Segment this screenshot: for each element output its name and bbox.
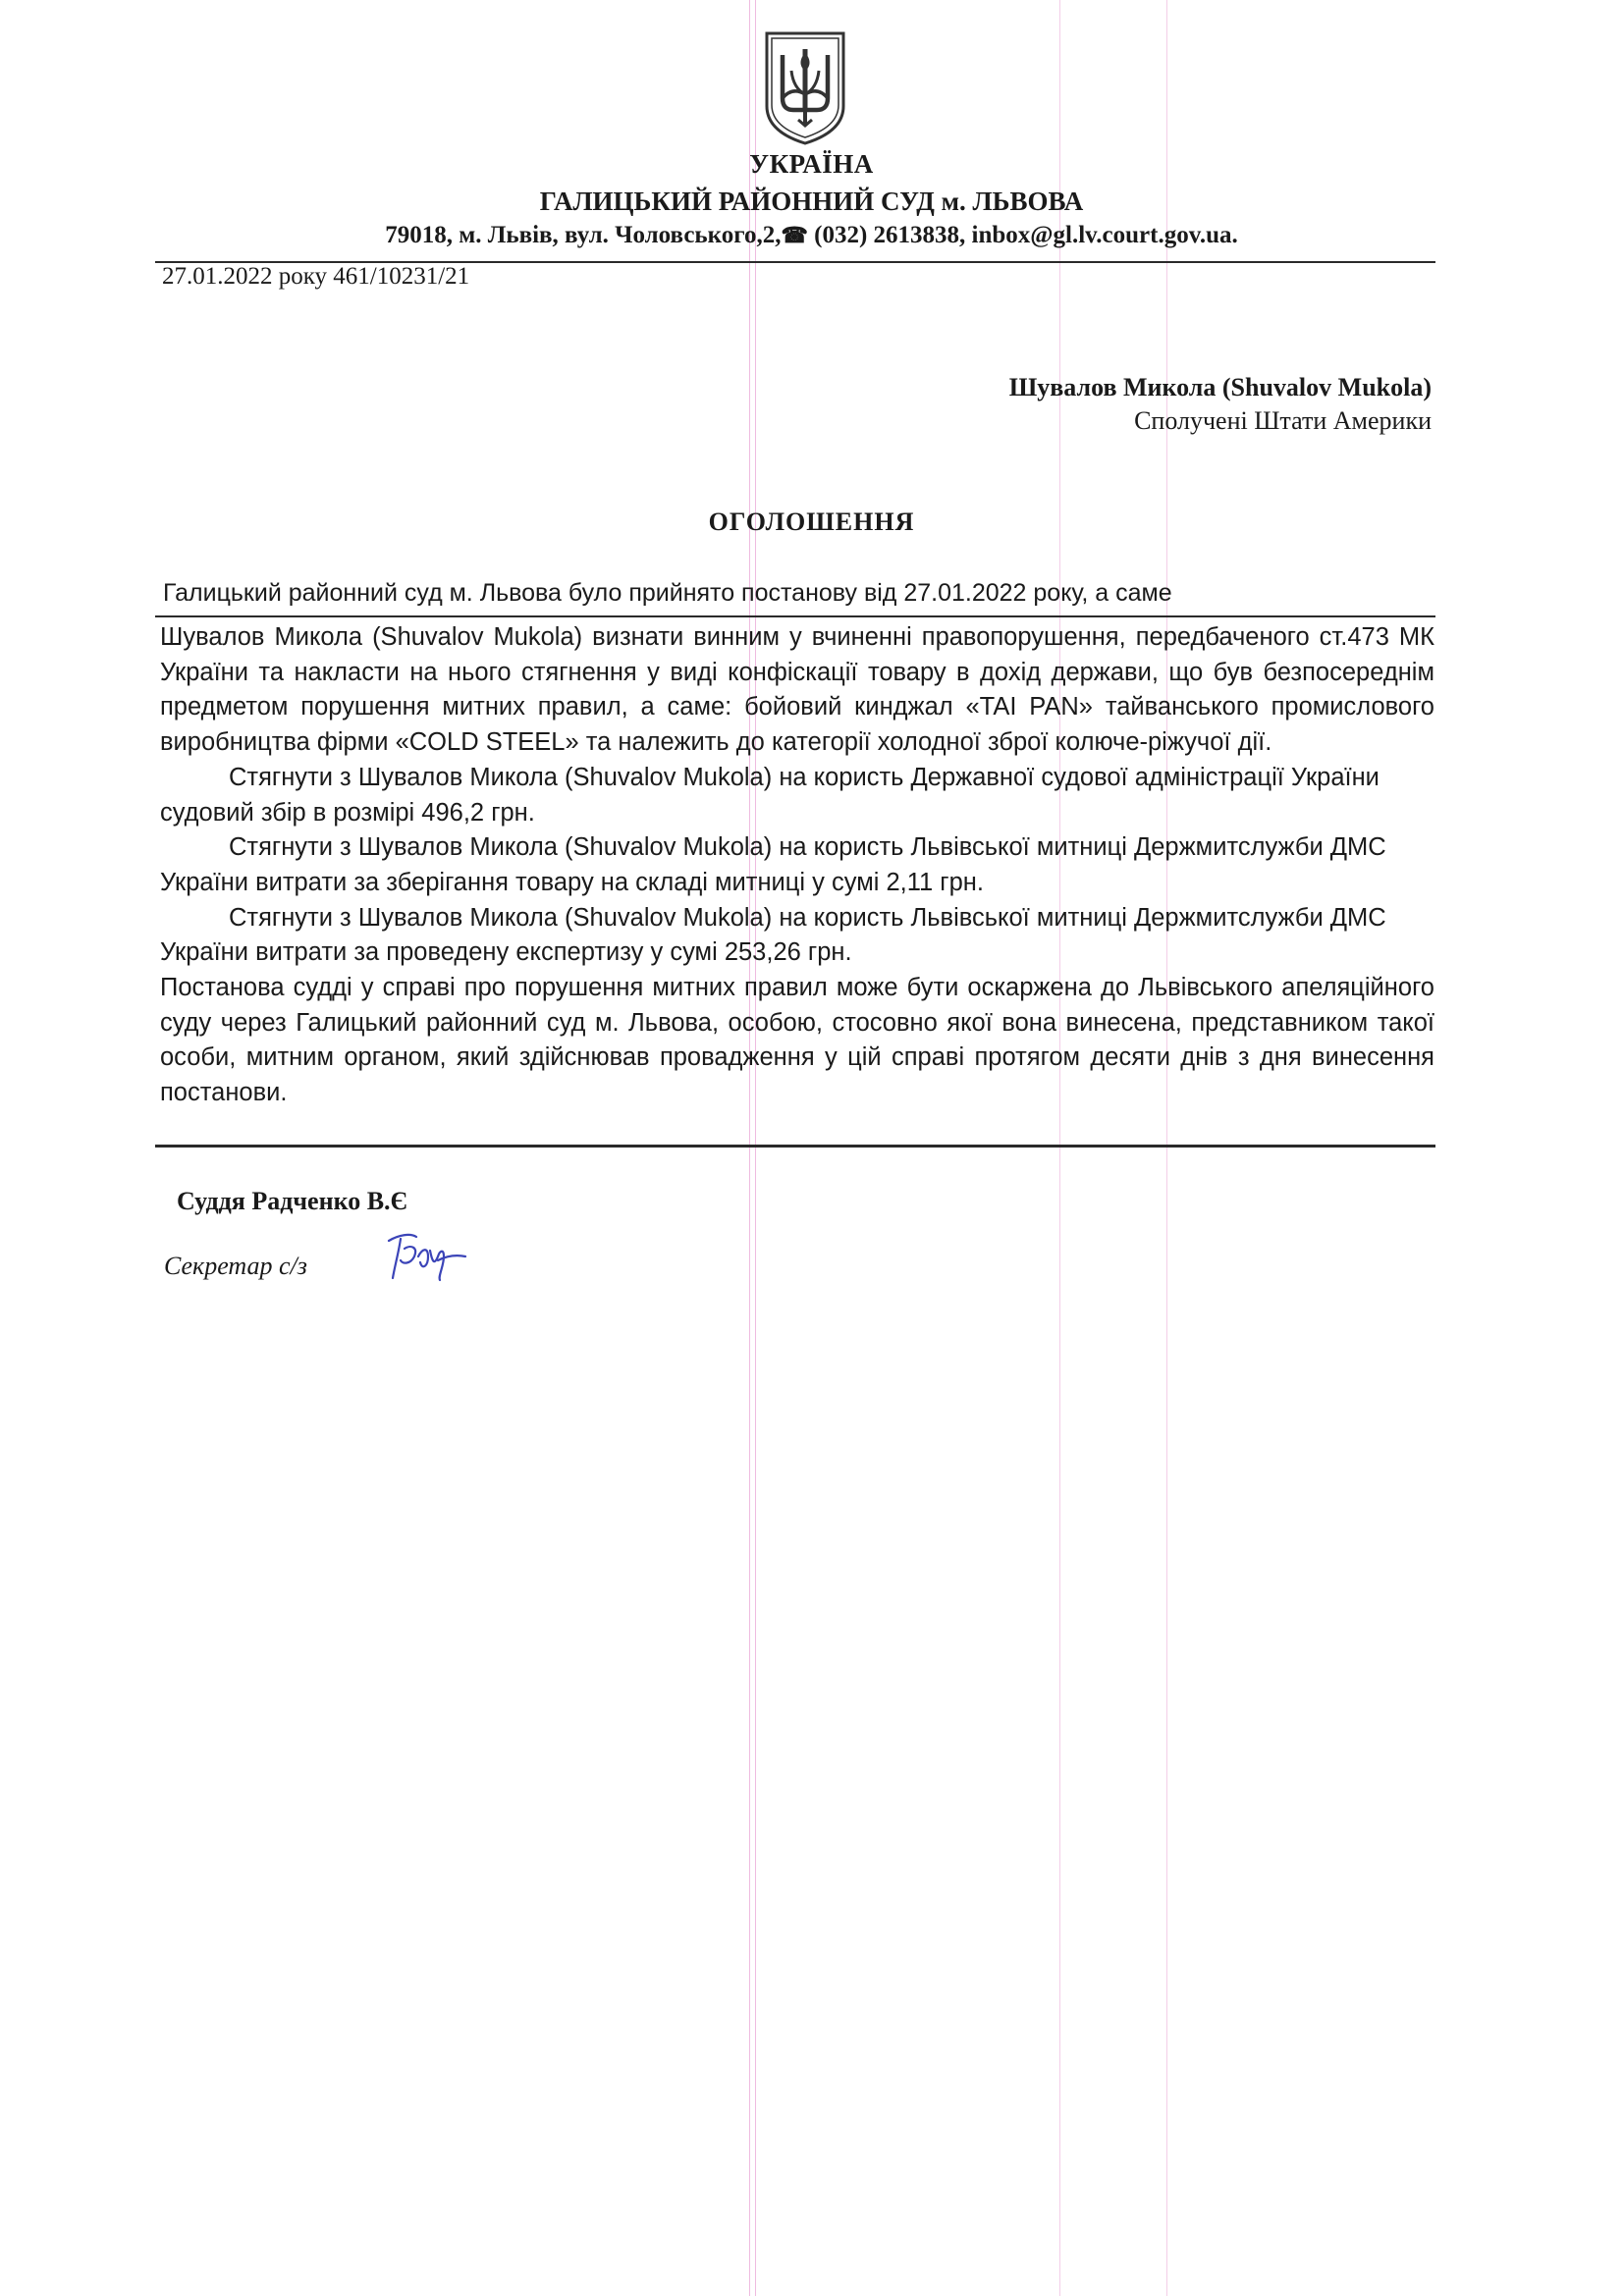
intro-line: Галицький районний суд м. Львова було прийнято постанову від 27.01.2022 року, а саме [163,579,1172,607]
court-phone: (032) 2613838 [814,222,960,248]
scan-artifact-line [749,0,750,2296]
court-email: , inbox@gl.lv.court.gov.ua. [959,222,1238,248]
document-title: ОГОЛОШЕННЯ [708,507,915,536]
decision-paragraph: Шувалов Микола (Shuvalov Mukola) визнати винним у вчиненні правопорушення, передбаченого ст.473 МК України та накласти на нього стягнення у виді конфіскації товару в дохід держави, що був безпосереднім предметом порушення митних правил, а саме: бойовий кинджал «TAI PAN» тайванського промислового виробництва фірми «COLD STEEL» та належить до категорії холодної зброї колюче-ріжучої дії. [160,623,1434,757]
handwritten-signature [381,1227,471,1288]
recipient-name: Шувалов Микола (Shuvalov Mukola) [1008,373,1432,401]
decision-paragraph: Стягнути з Шувалов Микола (Shuvalov Mukola) на користь Львівської митниці Держмитслужби ДМС України витрати за проведену експертизу у сумі 253,26 грн. [160,903,1386,967]
recipient-country: Сполучені Штати Америки [1134,406,1432,435]
decision-paragraph: Стягнути з Шувалов Микола (Shuvalov Mukola) на користь Львівської митниці Держмитслужби ДМС України витрати за зберігання товару на складі митниці у сумі 2,11 грн. [160,833,1386,896]
ukraine-coat-of-arms-icon [761,29,849,147]
country-heading: УКРАЇНА [749,149,874,179]
court-name-heading: ГАЛИЦЬКИЙ РАЙОННИЙ СУД м. ЛЬВОВА [539,187,1084,216]
date-and-case-number: 27.01.2022 року 461/10231/21 [162,263,470,290]
court-address-line [0,222,1623,249]
scan-artifact-line [755,0,756,2296]
body-divider [155,1145,1435,1148]
scan-artifact-line [1059,0,1060,2296]
decision-paragraph: Постанова судді у справі про порушення митних правил може бути оскаржена до Львівського апеляційного суду через Галицький районний суд м. Львова, особою, стосовно якої вона винесена, представником такої особи, митним органом, який здійснював провадження у цій справі протягом десяти днів з дня винесення постанови. [160,974,1434,1107]
secretary-signature-line: Секретар с/з [164,1252,307,1280]
decision-paragraph: Стягнути з Шувалов Микола (Shuvalov Mukola) на користь Державної судової адміністрації України судовий збір в розмірі 496,2 грн. [160,763,1380,827]
judge-signature-line: Суддя Радченко В.Є [177,1187,408,1215]
decision-text [160,620,1434,1111]
court-address: 79018, м. Львів, вул. Чоловського,2, [385,222,782,248]
scan-artifact-line [1166,0,1167,2296]
telephone-icon: ☎ [781,223,808,247]
intro-divider [155,615,1435,617]
